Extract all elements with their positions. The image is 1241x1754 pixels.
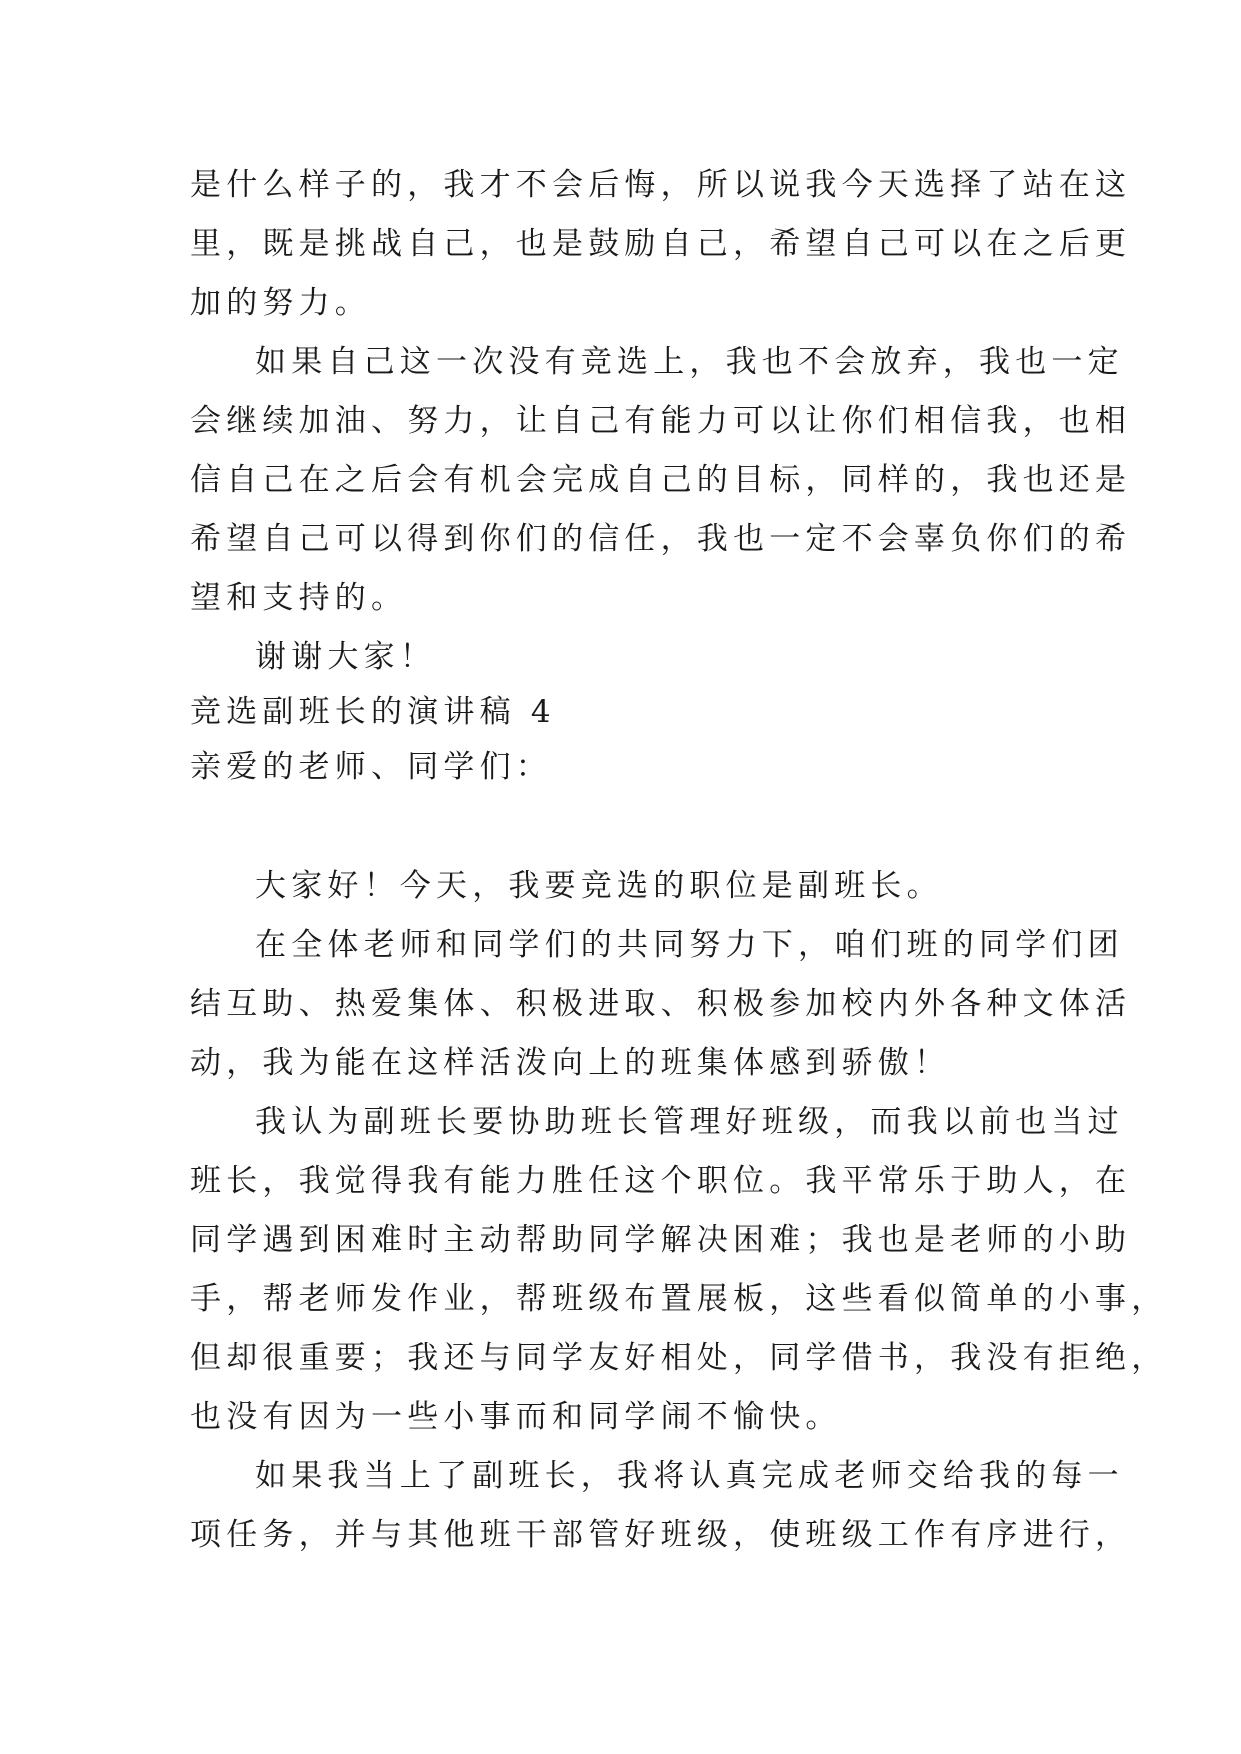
- closing-line: 谢谢大家！: [255, 639, 436, 675]
- section-heading: 竞选副班长的演讲稿 4: [190, 694, 556, 730]
- paragraph-line: 是什么样子的，我才不会后悔，所以说我今天选择了站在这: [190, 167, 1132, 203]
- paragraph-line: 大家好！今天，我要竞选的职位是副班长。: [255, 868, 943, 904]
- paragraph-line: 里，既是挑战自己，也是鼓励自己，希望自己可以在之后更: [190, 226, 1132, 262]
- paragraph-line: 手，帮老师发作业，帮班级布置展板，这些看似简单的小事，: [190, 1281, 1168, 1317]
- paragraph-line: 希望自己可以得到你们的信任，我也一定不会辜负你们的希: [190, 521, 1132, 557]
- paragraph-line: 项任务，并与其他班干部管好班级，使班级工作有序进行，: [190, 1517, 1132, 1553]
- paragraph-line: 也没有因为一些小事而和同学闹不愉快。: [190, 1399, 842, 1435]
- paragraph-line: 在全体老师和同学们的共同努力下，咱们班的同学们团: [255, 927, 1124, 963]
- paragraph-line: 动，我为能在这样活泼向上的班集体感到骄傲！: [190, 1045, 951, 1081]
- paragraph-line: 同学遇到困难时主动帮助同学解决困难；我也是老师的小助: [190, 1222, 1132, 1258]
- paragraph-line: 加的努力。: [190, 285, 371, 321]
- paragraph-line: 望和支持的。: [190, 580, 408, 616]
- paragraph-line: 我认为副班长要协助班长管理好班级，而我以前也当过: [255, 1104, 1124, 1140]
- paragraph-line: 班长，我觉得我有能力胜任这个职位。我平常乐于助人，在: [190, 1163, 1132, 1199]
- paragraph-line: 结互助、热爱集体、积极进取、积极参加校内外各种文体活: [190, 986, 1132, 1022]
- paragraph-line: 信自己在之后会有机会完成自己的目标，同样的，我也还是: [190, 462, 1132, 498]
- paragraph-line: 会继续加油、努力，让自己有能力可以让你们相信我，也相: [190, 403, 1132, 439]
- paragraph-line: 但却很重要；我还与同学友好相处，同学借书，我没有拒绝，: [190, 1340, 1168, 1376]
- paragraph-line: 如果我当上了副班长，我将认真完成老师交给我的每一: [255, 1458, 1124, 1494]
- paragraph-line: 如果自己这一次没有竞选上，我也不会放弃，我也一定: [255, 344, 1124, 380]
- salutation: 亲爱的老师、同学们：: [190, 749, 552, 785]
